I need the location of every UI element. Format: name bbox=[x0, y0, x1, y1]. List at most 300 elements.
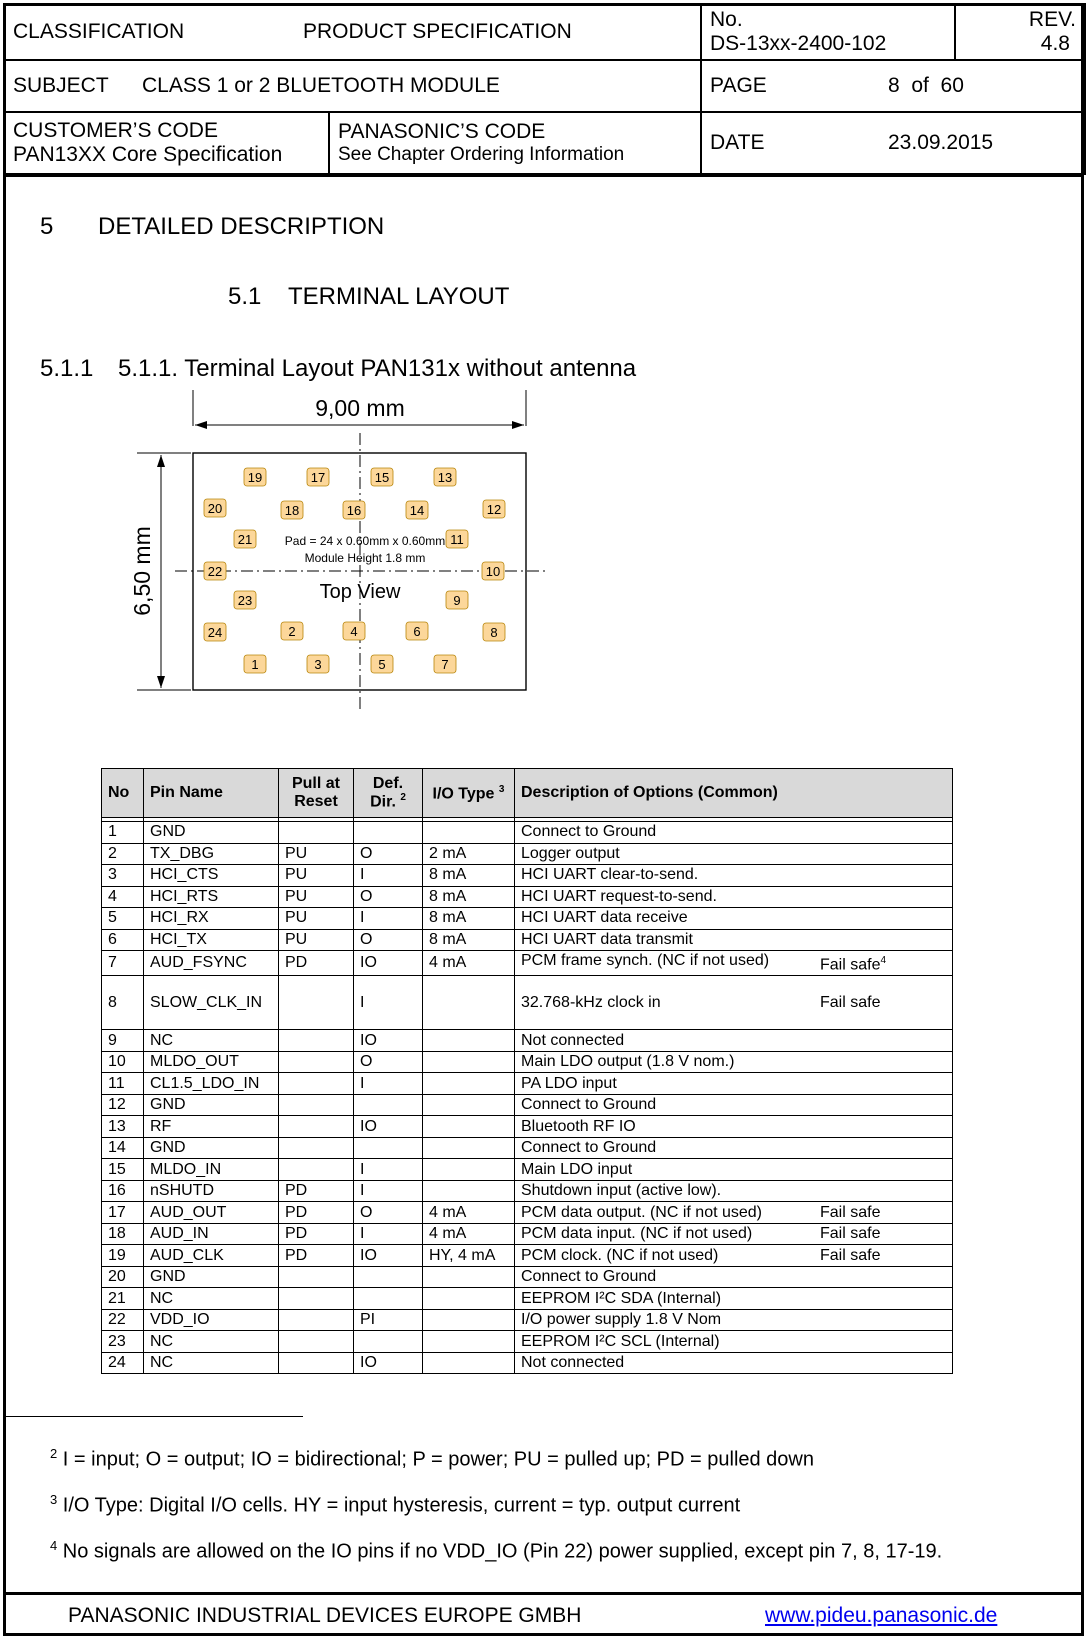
pin-row-12 bbox=[102, 1094, 953, 1116]
rev-value: 4.8 bbox=[1040, 32, 1070, 55]
cell-description bbox=[515, 951, 953, 976]
pad-label: 8 bbox=[490, 625, 498, 640]
header-no-cell bbox=[701, 4, 955, 60]
pad-18 bbox=[281, 501, 303, 519]
cell-description bbox=[515, 929, 953, 951]
heading-5-1-number: 5.1 bbox=[228, 283, 262, 310]
footnote-2-text: I = input; O = output; IO = bidirectional; P = power; PU = pulled up; PD = pulled down bbox=[62, 1448, 814, 1471]
cell-dir bbox=[354, 1094, 423, 1116]
pad-label: 20 bbox=[207, 501, 223, 516]
cell-name: GND bbox=[144, 1137, 279, 1159]
pin-row-1 bbox=[102, 822, 953, 844]
note-text: Fail safe bbox=[820, 956, 881, 974]
cell-name: HCI_RX bbox=[144, 908, 279, 930]
cell-io bbox=[423, 1137, 515, 1159]
pad-15 bbox=[371, 468, 393, 486]
cell-name: nSHUTD bbox=[144, 1180, 279, 1202]
col-header-io-footnote-ref: 3 bbox=[498, 783, 505, 795]
cell-no: 19 bbox=[102, 1245, 144, 1267]
cell-dir: I bbox=[354, 976, 423, 1030]
cell-name: GND bbox=[144, 822, 279, 844]
col-header-dir-footnote-ref: 2 bbox=[400, 792, 406, 804]
no-label: No. bbox=[710, 7, 743, 31]
description-text: HCI UART data receive bbox=[521, 909, 688, 927]
pad-14 bbox=[406, 501, 428, 519]
cell-pull: PU bbox=[279, 843, 354, 865]
description-text: Not connected bbox=[521, 1031, 625, 1049]
cell-description bbox=[515, 1223, 953, 1245]
cell-name: SLOW_CLK_IN bbox=[144, 976, 279, 1030]
description-text: Main LDO input bbox=[521, 1160, 633, 1178]
rev-label: REV. bbox=[1028, 7, 1076, 31]
pad-2 bbox=[281, 622, 303, 640]
cell-io: 8 mA bbox=[423, 886, 515, 908]
cell-no: 6 bbox=[102, 929, 144, 951]
description-text: Not connected bbox=[521, 1354, 625, 1372]
heading-5-text: DETAILED DESCRIPTION bbox=[98, 213, 385, 240]
cell-io bbox=[423, 1288, 515, 1310]
pad-3 bbox=[307, 655, 329, 673]
cell-dir: PI bbox=[354, 1309, 423, 1331]
terminal-layout-diagram bbox=[115, 388, 555, 718]
description-text: Main LDO output (1.8 V nom.) bbox=[521, 1053, 735, 1071]
footnote-4-mark: 4 bbox=[50, 1538, 58, 1553]
cell-name: HCI_CTS bbox=[144, 865, 279, 887]
pad-4 bbox=[343, 622, 365, 640]
cell-pull bbox=[279, 1331, 354, 1353]
pin-row-22 bbox=[102, 1309, 953, 1331]
pad-10 bbox=[482, 562, 504, 580]
width-arrow-right bbox=[512, 421, 524, 429]
cell-no: 15 bbox=[102, 1159, 144, 1181]
cell-dir: O bbox=[354, 886, 423, 908]
header-classification-cell bbox=[4, 4, 701, 60]
cell-dir: I bbox=[354, 908, 423, 930]
col-header-desc: Description of Options (Common) bbox=[515, 769, 953, 818]
pin-row-11 bbox=[102, 1073, 953, 1095]
footnote-4 bbox=[50, 1538, 942, 1564]
cell-description bbox=[515, 1352, 953, 1374]
header-rev-cell bbox=[955, 4, 1085, 60]
pad-label: 9 bbox=[453, 593, 461, 608]
pad-label: 3 bbox=[314, 657, 322, 672]
cell-dir: I bbox=[354, 1223, 423, 1245]
cell-dir: O bbox=[354, 843, 423, 865]
pad-label: 4 bbox=[350, 624, 358, 639]
cell-name: AUD_CLK bbox=[144, 1245, 279, 1267]
cell-no: 18 bbox=[102, 1223, 144, 1245]
customer-value: PAN13XX Core Specification bbox=[13, 143, 283, 166]
description-text: I/O power supply 1.8 V Nom bbox=[521, 1311, 722, 1329]
pin-row-24 bbox=[102, 1352, 953, 1374]
cell-pull bbox=[279, 822, 354, 844]
description-text: HCI UART clear-to-send. bbox=[521, 866, 699, 884]
cell-no: 16 bbox=[102, 1180, 144, 1202]
cell-io bbox=[423, 976, 515, 1030]
pad-9 bbox=[446, 591, 468, 609]
cell-io bbox=[423, 1030, 515, 1052]
pin-row-13 bbox=[102, 1116, 953, 1138]
pad-6 bbox=[406, 622, 428, 640]
pin-row-7 bbox=[102, 951, 953, 976]
cell-io bbox=[423, 1051, 515, 1073]
description-text: Connect to Ground bbox=[521, 1139, 657, 1157]
pin-row-6 bbox=[102, 929, 953, 951]
cell-dir: O bbox=[354, 929, 423, 951]
cell-io: 8 mA bbox=[423, 865, 515, 887]
pad-7 bbox=[434, 655, 456, 673]
pin-row-10 bbox=[102, 1051, 953, 1073]
note-text: Fail safe bbox=[820, 1225, 881, 1243]
pad-1 bbox=[244, 655, 266, 673]
cell-name: HCI_RTS bbox=[144, 886, 279, 908]
pad-label: 6 bbox=[413, 624, 421, 639]
cell-pull bbox=[279, 976, 354, 1030]
header-page-cell bbox=[701, 60, 1085, 112]
header-divider bbox=[3, 174, 1084, 177]
pad-label: 14 bbox=[409, 503, 425, 518]
footnote-3 bbox=[50, 1492, 740, 1518]
description-text: Logger output bbox=[521, 844, 620, 862]
header-date-cell bbox=[701, 112, 1085, 174]
description-text: PCM data input. (NC if not used) bbox=[521, 1225, 753, 1243]
cell-pull: PD bbox=[279, 1180, 354, 1202]
pad-20 bbox=[204, 499, 226, 517]
width-arrow-left bbox=[195, 421, 207, 429]
pad-21 bbox=[234, 530, 256, 548]
panasonic-value: See Chapter Ordering Information bbox=[338, 144, 625, 166]
cell-dir: I bbox=[354, 1073, 423, 1095]
panasonic-label: PANASONIC’S CODE bbox=[338, 120, 546, 143]
pin-row-23 bbox=[102, 1331, 953, 1353]
cell-description bbox=[515, 1288, 953, 1310]
height-arrow-bottom bbox=[157, 676, 165, 688]
cell-pull bbox=[279, 1288, 354, 1310]
pin-row-19 bbox=[102, 1245, 953, 1267]
cell-name: AUD_FSYNC bbox=[144, 951, 279, 976]
cell-no: 3 bbox=[102, 865, 144, 887]
col-header-pull-line1: Pull at bbox=[291, 775, 340, 793]
pin-row-2 bbox=[102, 843, 953, 865]
cell-name: AUD_OUT bbox=[144, 1202, 279, 1224]
description-text: Connect to Ground bbox=[521, 823, 657, 841]
pad-label: 16 bbox=[346, 503, 362, 518]
cell-pull: PU bbox=[279, 886, 354, 908]
cell-description bbox=[515, 1245, 953, 1267]
cell-description bbox=[515, 1331, 953, 1353]
description-text: EEPROM I²C SCL (Internal) bbox=[521, 1332, 720, 1350]
cell-pull: PD bbox=[279, 1202, 354, 1224]
note-footnote-ref: 4 bbox=[880, 955, 887, 966]
col-header-dir-line2 bbox=[360, 792, 416, 811]
cell-name: NC bbox=[144, 1030, 279, 1052]
cell-pull bbox=[279, 1030, 354, 1052]
col-header-pull bbox=[279, 769, 354, 818]
description-note bbox=[820, 1246, 880, 1266]
heading-5-1-1-text: 5.1.1. Terminal Layout PAN131x without antenna bbox=[118, 355, 637, 382]
pad-label: 10 bbox=[485, 564, 501, 579]
cell-dir: I bbox=[354, 1180, 423, 1202]
pad-8 bbox=[483, 623, 505, 641]
cell-io bbox=[423, 1266, 515, 1288]
cell-description bbox=[515, 1073, 953, 1095]
note-text: Fail safe bbox=[820, 1246, 881, 1264]
cell-no: 14 bbox=[102, 1137, 144, 1159]
cell-name: NC bbox=[144, 1288, 279, 1310]
heading-5-1-1-number: 5.1.1 bbox=[40, 355, 94, 382]
height-arrow-top bbox=[157, 455, 165, 467]
cell-name: TX_DBG bbox=[144, 843, 279, 865]
pad-label: 11 bbox=[450, 532, 464, 547]
pin-row-3 bbox=[102, 865, 953, 887]
date-label: DATE bbox=[710, 130, 765, 154]
description-text: Shutdown input (active low). bbox=[521, 1182, 722, 1200]
cell-no: 8 bbox=[102, 976, 144, 1030]
cell-dir bbox=[354, 1137, 423, 1159]
pad-label: 15 bbox=[374, 470, 390, 485]
pad-label: 19 bbox=[247, 470, 263, 485]
cell-no: 20 bbox=[102, 1266, 144, 1288]
footer-divider bbox=[3, 1592, 1084, 1595]
cell-name: MLDO_IN bbox=[144, 1159, 279, 1181]
cell-io bbox=[423, 1116, 515, 1138]
cell-dir: IO bbox=[354, 1030, 423, 1052]
footnote-3-mark: 3 bbox=[50, 1492, 58, 1507]
cell-pull bbox=[279, 1073, 354, 1095]
cell-pull: PU bbox=[279, 865, 354, 887]
cell-pull: PU bbox=[279, 929, 354, 951]
cell-dir: IO bbox=[354, 951, 423, 976]
pad-label: 1 bbox=[251, 657, 259, 672]
description-text: 32.768-kHz clock in bbox=[521, 993, 661, 1011]
cell-description bbox=[515, 865, 953, 887]
pad-17 bbox=[307, 468, 329, 486]
cell-dir bbox=[354, 1331, 423, 1353]
subject-label: SUBJECT bbox=[13, 73, 109, 97]
description-text: Connect to Ground bbox=[521, 1096, 657, 1114]
doc-type: PRODUCT SPECIFICATION bbox=[303, 19, 572, 43]
pin-row-8 bbox=[102, 976, 953, 1030]
document-header bbox=[3, 3, 1086, 175]
pad-label: 5 bbox=[378, 657, 386, 672]
description-note bbox=[820, 1224, 880, 1244]
pad-23 bbox=[234, 591, 256, 609]
note-text: Fail safe bbox=[820, 993, 881, 1011]
no-value: DS-13xx-2400-102 bbox=[710, 32, 887, 55]
pin-row-4 bbox=[102, 886, 953, 908]
height-label: 6,50 mm bbox=[129, 526, 155, 616]
heading-5-1-1 bbox=[40, 355, 636, 383]
cell-dir: IO bbox=[354, 1245, 423, 1267]
cell-io: 4 mA bbox=[423, 1202, 515, 1224]
cell-io bbox=[423, 1352, 515, 1374]
description-text: PCM clock. (NC if not used) bbox=[521, 1246, 719, 1264]
pad-label: 22 bbox=[207, 564, 223, 579]
cell-dir: I bbox=[354, 865, 423, 887]
description-text: HCI UART data transmit bbox=[521, 930, 693, 948]
pad-label: 7 bbox=[441, 657, 449, 672]
col-header-io bbox=[423, 769, 515, 818]
cell-io: 2 mA bbox=[423, 843, 515, 865]
pad-13 bbox=[434, 468, 456, 486]
pad-label: 2 bbox=[288, 624, 296, 639]
cell-no: 5 bbox=[102, 908, 144, 930]
cell-description bbox=[515, 1137, 953, 1159]
cell-no: 12 bbox=[102, 1094, 144, 1116]
cell-name: MLDO_OUT bbox=[144, 1051, 279, 1073]
cell-name: GND bbox=[144, 1094, 279, 1116]
cell-pull: PD bbox=[279, 1223, 354, 1245]
heading-5-number: 5 bbox=[40, 213, 54, 240]
pad-16 bbox=[343, 501, 365, 519]
cell-description bbox=[515, 886, 953, 908]
footnote-2 bbox=[50, 1446, 814, 1472]
cell-io bbox=[423, 822, 515, 844]
cell-dir: O bbox=[354, 1202, 423, 1224]
pin-row-14 bbox=[102, 1137, 953, 1159]
cell-io bbox=[423, 1309, 515, 1331]
header-subject-cell bbox=[4, 60, 701, 112]
pad-label: 13 bbox=[437, 470, 453, 485]
footer-company: PANASONIC INDUSTRIAL DEVICES EUROPE GMBH bbox=[68, 1604, 582, 1627]
heading-5-1-text: TERMINAL LAYOUT bbox=[288, 283, 510, 310]
page-label: PAGE bbox=[710, 73, 767, 97]
pad-note: Pad = 24 x 0.60mm x 0.60mm bbox=[284, 534, 446, 548]
cell-dir: IO bbox=[354, 1352, 423, 1374]
cell-pull bbox=[279, 1137, 354, 1159]
col-header-no: No bbox=[102, 769, 144, 818]
col-header-pin-name: Pin Name bbox=[144, 769, 279, 818]
cell-no: 24 bbox=[102, 1352, 144, 1374]
cell-no: 13 bbox=[102, 1116, 144, 1138]
col-header-io-text: I/O Type bbox=[432, 784, 495, 802]
cell-dir bbox=[354, 1266, 423, 1288]
header-customer-cell bbox=[4, 112, 329, 174]
pin-table-body bbox=[102, 818, 953, 1374]
cell-io: 4 mA bbox=[423, 951, 515, 976]
pin-table bbox=[101, 768, 953, 1374]
cell-dir: O bbox=[354, 1051, 423, 1073]
cell-io bbox=[423, 1331, 515, 1353]
cell-name: NC bbox=[144, 1331, 279, 1353]
pad-11 bbox=[446, 530, 468, 548]
cell-description bbox=[515, 843, 953, 865]
cell-name: VDD_IO bbox=[144, 1309, 279, 1331]
cell-dir: I bbox=[354, 1159, 423, 1181]
cell-description bbox=[515, 1180, 953, 1202]
cell-name: RF bbox=[144, 1116, 279, 1138]
pad-label: 23 bbox=[237, 593, 253, 608]
height-note: Module Height 1.8 mm bbox=[304, 551, 426, 565]
pad-label: 18 bbox=[284, 503, 300, 518]
pin-row-17 bbox=[102, 1202, 953, 1224]
heading-5-1 bbox=[228, 283, 509, 311]
cell-io: HY, 4 mA bbox=[423, 1245, 515, 1267]
pin-row-20 bbox=[102, 1266, 953, 1288]
cell-no: 23 bbox=[102, 1331, 144, 1353]
pad-22 bbox=[204, 562, 226, 580]
description-text: Bluetooth RF IO bbox=[521, 1117, 636, 1135]
footnote-divider bbox=[3, 1416, 303, 1417]
cell-io bbox=[423, 1180, 515, 1202]
pad-label: 17 bbox=[310, 470, 326, 485]
cell-pull bbox=[279, 1094, 354, 1116]
description-text: PA LDO input bbox=[521, 1074, 617, 1092]
pin-row-18 bbox=[102, 1223, 953, 1245]
cell-description bbox=[515, 976, 953, 1030]
cell-no: 21 bbox=[102, 1288, 144, 1310]
pin-row-16 bbox=[102, 1180, 953, 1202]
cell-description bbox=[515, 1051, 953, 1073]
cell-dir bbox=[354, 822, 423, 844]
col-header-dir-line1: Def. bbox=[372, 774, 404, 792]
cell-name: CL1.5_LDO_IN bbox=[144, 1073, 279, 1095]
cell-io bbox=[423, 1094, 515, 1116]
pad-label: 12 bbox=[486, 502, 502, 517]
cell-name: HCI_TX bbox=[144, 929, 279, 951]
page-value: 8 of 60 bbox=[888, 73, 964, 97]
cell-description bbox=[515, 1266, 953, 1288]
description-note bbox=[820, 951, 886, 975]
pad-label: 24 bbox=[207, 625, 223, 640]
cell-pull bbox=[279, 1309, 354, 1331]
cell-pull bbox=[279, 1116, 354, 1138]
cell-pull bbox=[279, 1051, 354, 1073]
cell-dir bbox=[354, 1288, 423, 1310]
footnote-4-text: No signals are allowed on the IO pins if no VDD_IO (Pin 22) power supplied, except pin 7, 8, 17-19. bbox=[62, 1540, 943, 1563]
cell-pull bbox=[279, 1266, 354, 1288]
description-text: EEPROM I²C SDA (Internal) bbox=[521, 1289, 722, 1307]
footer-website-link[interactable]: www.pideu.panasonic.de bbox=[765, 1604, 998, 1627]
cell-no: 4 bbox=[102, 886, 144, 908]
cell-pull bbox=[279, 1352, 354, 1374]
cell-name: AUD_IN bbox=[144, 1223, 279, 1245]
cell-description bbox=[515, 1094, 953, 1116]
cell-io: 4 mA bbox=[423, 1223, 515, 1245]
pad-label: 21 bbox=[237, 532, 253, 547]
cell-description bbox=[515, 1202, 953, 1224]
cell-no: 9 bbox=[102, 1030, 144, 1052]
cell-description bbox=[515, 908, 953, 930]
col-header-dir bbox=[354, 769, 423, 818]
classification-label: CLASSIFICATION bbox=[13, 19, 185, 43]
cell-description bbox=[515, 1030, 953, 1052]
col-header-pull-line2: Reset bbox=[294, 793, 338, 810]
cell-no: 17 bbox=[102, 1202, 144, 1224]
cell-no: 11 bbox=[102, 1073, 144, 1095]
customer-label: CUSTOMER’S CODE bbox=[13, 118, 218, 142]
cell-io bbox=[423, 1159, 515, 1181]
pin-row-21 bbox=[102, 1288, 953, 1310]
date-value: 23.09.2015 bbox=[888, 130, 994, 154]
description-note bbox=[820, 1203, 880, 1223]
cell-io: 8 mA bbox=[423, 908, 515, 930]
description-text: PCM frame synch. (NC if not used) bbox=[521, 952, 770, 969]
cell-dir: IO bbox=[354, 1116, 423, 1138]
pin-row-9 bbox=[102, 1030, 953, 1052]
col-header-dir-text: Dir. bbox=[370, 793, 396, 811]
cell-name: GND bbox=[144, 1266, 279, 1288]
cell-no: 10 bbox=[102, 1051, 144, 1073]
note-text: Fail safe bbox=[820, 1203, 881, 1221]
header-panasonic-cell bbox=[329, 112, 701, 174]
cell-pull: PD bbox=[279, 1245, 354, 1267]
cell-description bbox=[515, 822, 953, 844]
pad-5 bbox=[371, 655, 393, 673]
description-note bbox=[820, 993, 880, 1013]
footnote-2-mark: 2 bbox=[50, 1446, 58, 1461]
cell-io: 8 mA bbox=[423, 929, 515, 951]
